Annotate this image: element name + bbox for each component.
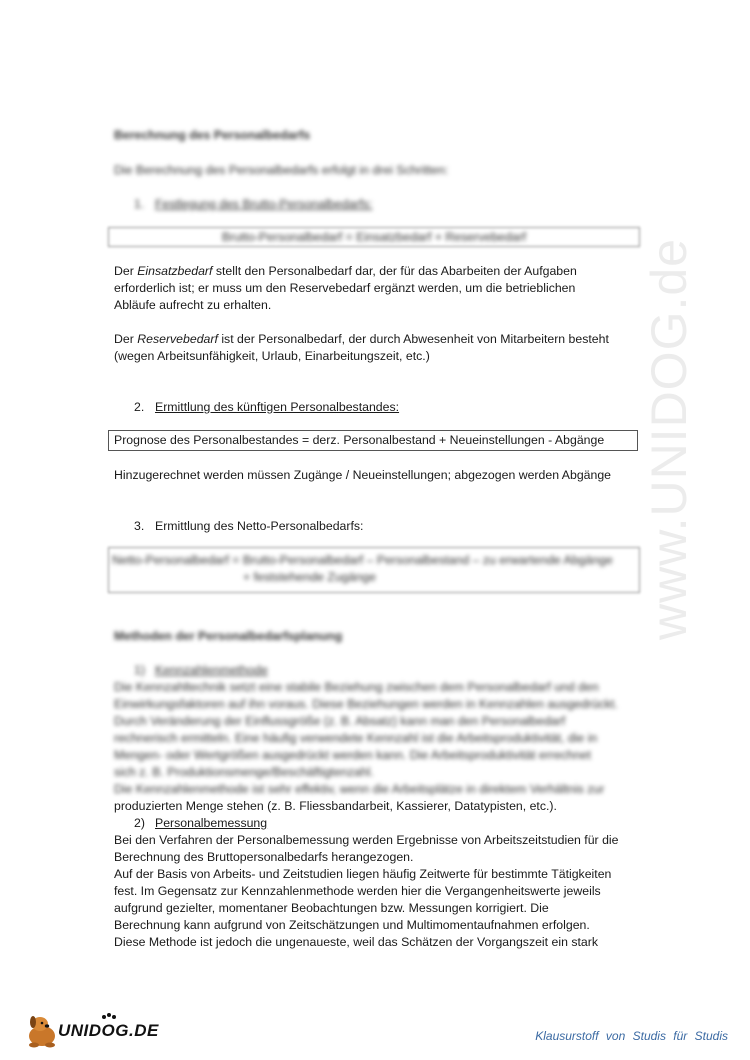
- method1-line: Mengen- oder Wertgrößen ausgedrückt werden kann. Die Arbeitsproduktivität errechnet: [114, 748, 591, 762]
- method2-line: Auf der Basis von Arbeits- und Zeitstudien liegen häufig Zeitwerte für bestimmte Tätigkeiten: [114, 867, 612, 881]
- section-heading-methoden: Methoden der Personalbedarfsplanung: [114, 629, 343, 643]
- dog-nose-icon: [45, 1024, 49, 1027]
- reserve-line1: [114, 331, 609, 348]
- method1-line: Die Kennzahltechnik setzt eine stabile Beziehung zwischen dem Personalbedarf und den: [114, 680, 599, 694]
- paw-print-icon: [102, 1015, 106, 1019]
- formula2-text: Prognose des Personalbestandes = derz. Personalbestand + Neueinstellungen - Abgänge: [114, 433, 605, 447]
- paw-print-icon: [112, 1015, 116, 1019]
- paw-print-icon: [107, 1013, 111, 1017]
- dog-paw-icon: [29, 1043, 39, 1048]
- step3-number: 3.: [134, 519, 145, 533]
- zugaenge-text: Hinzugerechnet werden müssen Zugänge / Neueinstellungen; abgezogen werden Abgänge: [114, 468, 612, 482]
- method1-title: Kennzahlenmethode: [155, 663, 268, 677]
- dog-eye-icon: [41, 1022, 44, 1025]
- method2-line: fest. Im Gegensatz zur Kennzahlenmethode werden hier die Vergangenheitswerte jeweils: [114, 884, 601, 898]
- method1-line: Die Kennzahlenmethode ist sehr effektiv, wenn die Arbeitsplätze in direktem Verhältnis zur: [114, 782, 605, 796]
- method1-clear-line: produzierten Menge stehen (z. B. Fliessbandarbeit, Kassierer, Datatypisten, etc.).: [114, 799, 557, 813]
- einsatz-line2: erforderlich ist; er muss um den Reservebedarf ergänzt werden, um die betrieblichen: [114, 281, 576, 295]
- step2-number: 2.: [134, 400, 145, 414]
- logo-text: UNIDOG.DE: [58, 1021, 159, 1040]
- method2-line: Diese Methode ist jedoch die ungenaueste, weil das Schätzen der Vorgangszeit ein stark: [114, 935, 598, 949]
- method1-number: 1): [134, 663, 145, 677]
- method1-line: sich z. B. Produktionsmenge/Beschäftigtenzahl.: [114, 765, 374, 779]
- step2-title: Ermittlung des künftigen Personalbestandes:: [155, 400, 400, 414]
- reserve-rest: ist der Personalbedarf, der durch Abwesenheit von Mitarbeitern besteht: [217, 332, 609, 346]
- einsatz-rest: stellt den Personalbedarf dar, der für das Abarbeiten der Aufgaben: [212, 264, 577, 278]
- step1-number: 1.: [134, 197, 145, 211]
- reserve-line2: (wegen Arbeitsunfähigkeit, Urlaub, Einarbeitungszeit, etc.): [114, 349, 430, 363]
- watermark: www.UNIDOG.de: [641, 238, 697, 640]
- step3-title: Ermittlung des Netto-Personalbedarfs:: [155, 519, 364, 533]
- dog-ear-icon: [30, 1016, 36, 1028]
- einsatz-line1: [114, 263, 577, 280]
- formula1-text: Brutto-Personalbedarf = Einsatzbedarf + Reservebedarf: [221, 230, 527, 244]
- method1-line: Einwirkungsfaktoren auf ihn voraus. Diese Beziehungen werden in Kennzahlen ausgedrückt.: [114, 697, 618, 711]
- formula3-line2: + feststehende Zugänge: [243, 570, 376, 584]
- method2-title: Personalbemessung: [155, 816, 268, 830]
- dog-paw-icon: [45, 1043, 55, 1048]
- reserve-term: Reservebedarf: [137, 332, 218, 346]
- step1-title: Festlegung des Brutto-Personalbedarfs:: [155, 197, 373, 211]
- method2-line: Berechnung des Bruttopersonalbedarfs herangezogen.: [114, 850, 414, 864]
- formula3-line1: Netto-Personalbedarf = Brutto-Personalbedarf – Personalbestand – zu erwartende Abgänge: [112, 553, 613, 567]
- reserve-pre: Der: [114, 332, 138, 346]
- intro-text: Die Berechnung des Personalbedarfs erfolgt in drei Schritten:: [114, 163, 449, 177]
- method1-line: Durch Veränderung der Einflussgröße (z. B. Absatz) kann man den Personalbedarf: [114, 714, 566, 728]
- footer-tagline: Klausurstoff von Studis für Studis: [535, 1029, 728, 1043]
- method2-number: 2): [134, 816, 145, 830]
- einsatz-pre: Der: [114, 264, 138, 278]
- method2-line: Bei den Verfahren der Personalbemessung werden Ergebnisse von Arbeitszeitstudien für die: [114, 833, 619, 847]
- method1-line: rechnerisch ermitteln. Eine häufig verwendete Kennzahl ist die Arbeitsproduktivität, die in: [114, 731, 598, 745]
- method2-line: aufgrund gezielter, momentaner Beobachtungen bzw. Messungen korrigiert. Die: [114, 901, 549, 915]
- section-heading-personalbedarf: Berechnung des Personalbedarfs: [114, 128, 311, 142]
- einsatz-term: Einsatzbedarf: [137, 264, 213, 278]
- method2-line: Berechnung kann aufgrund von Zeitschätzungen und Multimomentaufnahmen erfolgen.: [114, 918, 590, 932]
- einsatz-line3: Abläufe aufrecht zu erhalten.: [114, 298, 272, 312]
